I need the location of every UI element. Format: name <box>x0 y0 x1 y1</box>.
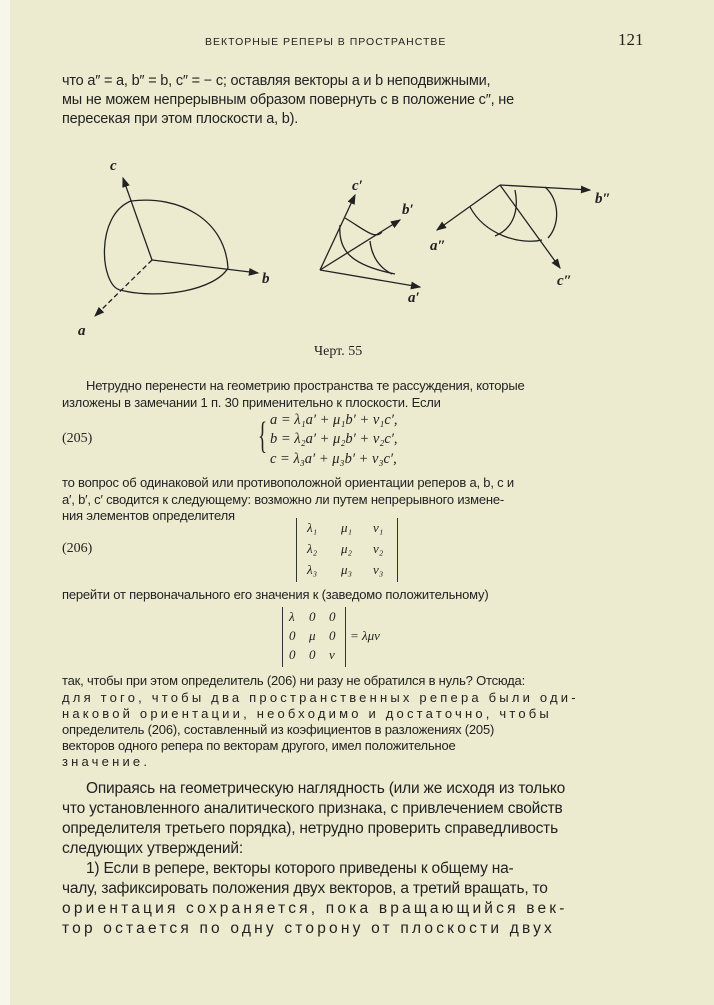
cell: μ₂ <box>341 541 353 556</box>
cell: 0 <box>309 609 316 624</box>
equation-number: (206) <box>62 541 93 556</box>
cell: 0 <box>329 628 336 643</box>
text-line: определитель (206), составленный из коэфициентов в разложениях (205) <box>62 722 495 737</box>
label-b: b <box>262 271 270 287</box>
text-line: тор остается по одну сторону от плоскости двух <box>62 920 555 937</box>
text-line: мы не можем непрерывным образом повернуть c в положение c″, не <box>62 92 514 108</box>
label-c: c <box>110 158 117 174</box>
equation-line: b = λ₂a′ + μ₂b′ + ν₂c′, <box>270 431 398 447</box>
label-a-dprime: a″ <box>430 238 446 254</box>
text-line: значение. <box>62 754 151 769</box>
cell: λ₁ <box>307 520 318 535</box>
diagonal-determinant <box>282 607 346 667</box>
text-line: что a″ = a, b″ = b, c″ = − c; оставляя векторы a и b неподвижными, <box>62 73 491 89</box>
cell: ν₃ <box>373 562 384 577</box>
text-line: a′, b′, c′ сводится к следующему: возможно ли путем непрерывного измене- <box>62 492 505 507</box>
text-line: определителя третьего порядка), нетрудно проверить справедливость <box>62 820 558 837</box>
text-line: что установленного аналитического признака, с привлечением свойств <box>62 800 563 817</box>
text-line: ориентация сохраняется, пока вращающийся век- <box>62 900 568 917</box>
text-line: чалу, зафиксировать положения двух векторов, а третий вращать, то <box>62 880 548 897</box>
cell: μ₁ <box>341 520 353 535</box>
label-c-dprime: c″ <box>557 273 572 289</box>
page-number: 121 <box>618 30 644 49</box>
text-line: изложены в замечании 1 п. 30 применительно к плоскости. Если <box>62 395 441 410</box>
label-a: a <box>78 323 86 339</box>
text-line: то вопрос об одинаковой или противоположной ориентации реперов a, b, c и <box>62 475 514 490</box>
cell: 0 <box>309 647 316 662</box>
cell: λ₃ <box>307 562 318 577</box>
cell: μ₃ <box>341 562 353 577</box>
equation-line: c = λ₃a′ + μ₃b′ + ν₃c′, <box>270 451 397 467</box>
text-line: наковой ориентации, необходимо и достаточно, чтобы <box>62 706 552 721</box>
text-line: Нетрудно перенести на геометрию пространства те рассуждения, которые <box>86 378 525 393</box>
text-line: для того, чтобы два пространственных репера были оди- <box>62 690 579 705</box>
text-line: пересекая при этом плоскости a, b). <box>62 111 299 127</box>
determinant-206 <box>296 518 398 582</box>
cell: 0 <box>289 628 296 643</box>
cell: λ₂ <box>307 541 318 556</box>
cell: λ <box>289 609 295 624</box>
text-line: векторов одного репера по векторам другого, имел положительное <box>62 738 456 753</box>
equation-line: a = λ₁a′ + μ₁b′ + ν₁c′, <box>270 412 398 428</box>
det-result: = λμν <box>350 628 380 643</box>
text-line: ния элементов определителя <box>62 508 235 523</box>
text-line: следующих утверждений: <box>62 840 243 857</box>
label-a-prime: a′ <box>408 290 420 306</box>
text-line: 1) Если в репере, векторы которого приведены к общему на- <box>86 860 514 877</box>
equation-number: (205) <box>62 431 93 446</box>
brace: { <box>258 415 268 457</box>
figure-caption: Черт. 55 <box>314 344 363 359</box>
label-b-prime: b′ <box>402 202 414 218</box>
cell: 0 <box>329 609 336 624</box>
cell: 0 <box>289 647 296 662</box>
label-b-dprime: b″ <box>595 191 611 207</box>
cell: ν₁ <box>373 520 384 535</box>
cell: ν₂ <box>373 541 384 556</box>
text-line: перейти от первоначального его значения к (заведомо положительному) <box>62 587 489 602</box>
cell: ν <box>329 647 335 662</box>
text-line: Опираясь на геометрическую наглядность (или же исходя из только <box>86 780 566 797</box>
running-title: ВЕКТОРНЫЕ РЕПЕРЫ В ПРОСТРАНСТВЕ <box>205 36 447 48</box>
label-c-prime: c′ <box>352 178 363 194</box>
text-line: так, чтобы при этом определитель (206) ни разу не обратился в нуль? Отсюда: <box>62 673 525 688</box>
cell: μ <box>309 628 316 643</box>
